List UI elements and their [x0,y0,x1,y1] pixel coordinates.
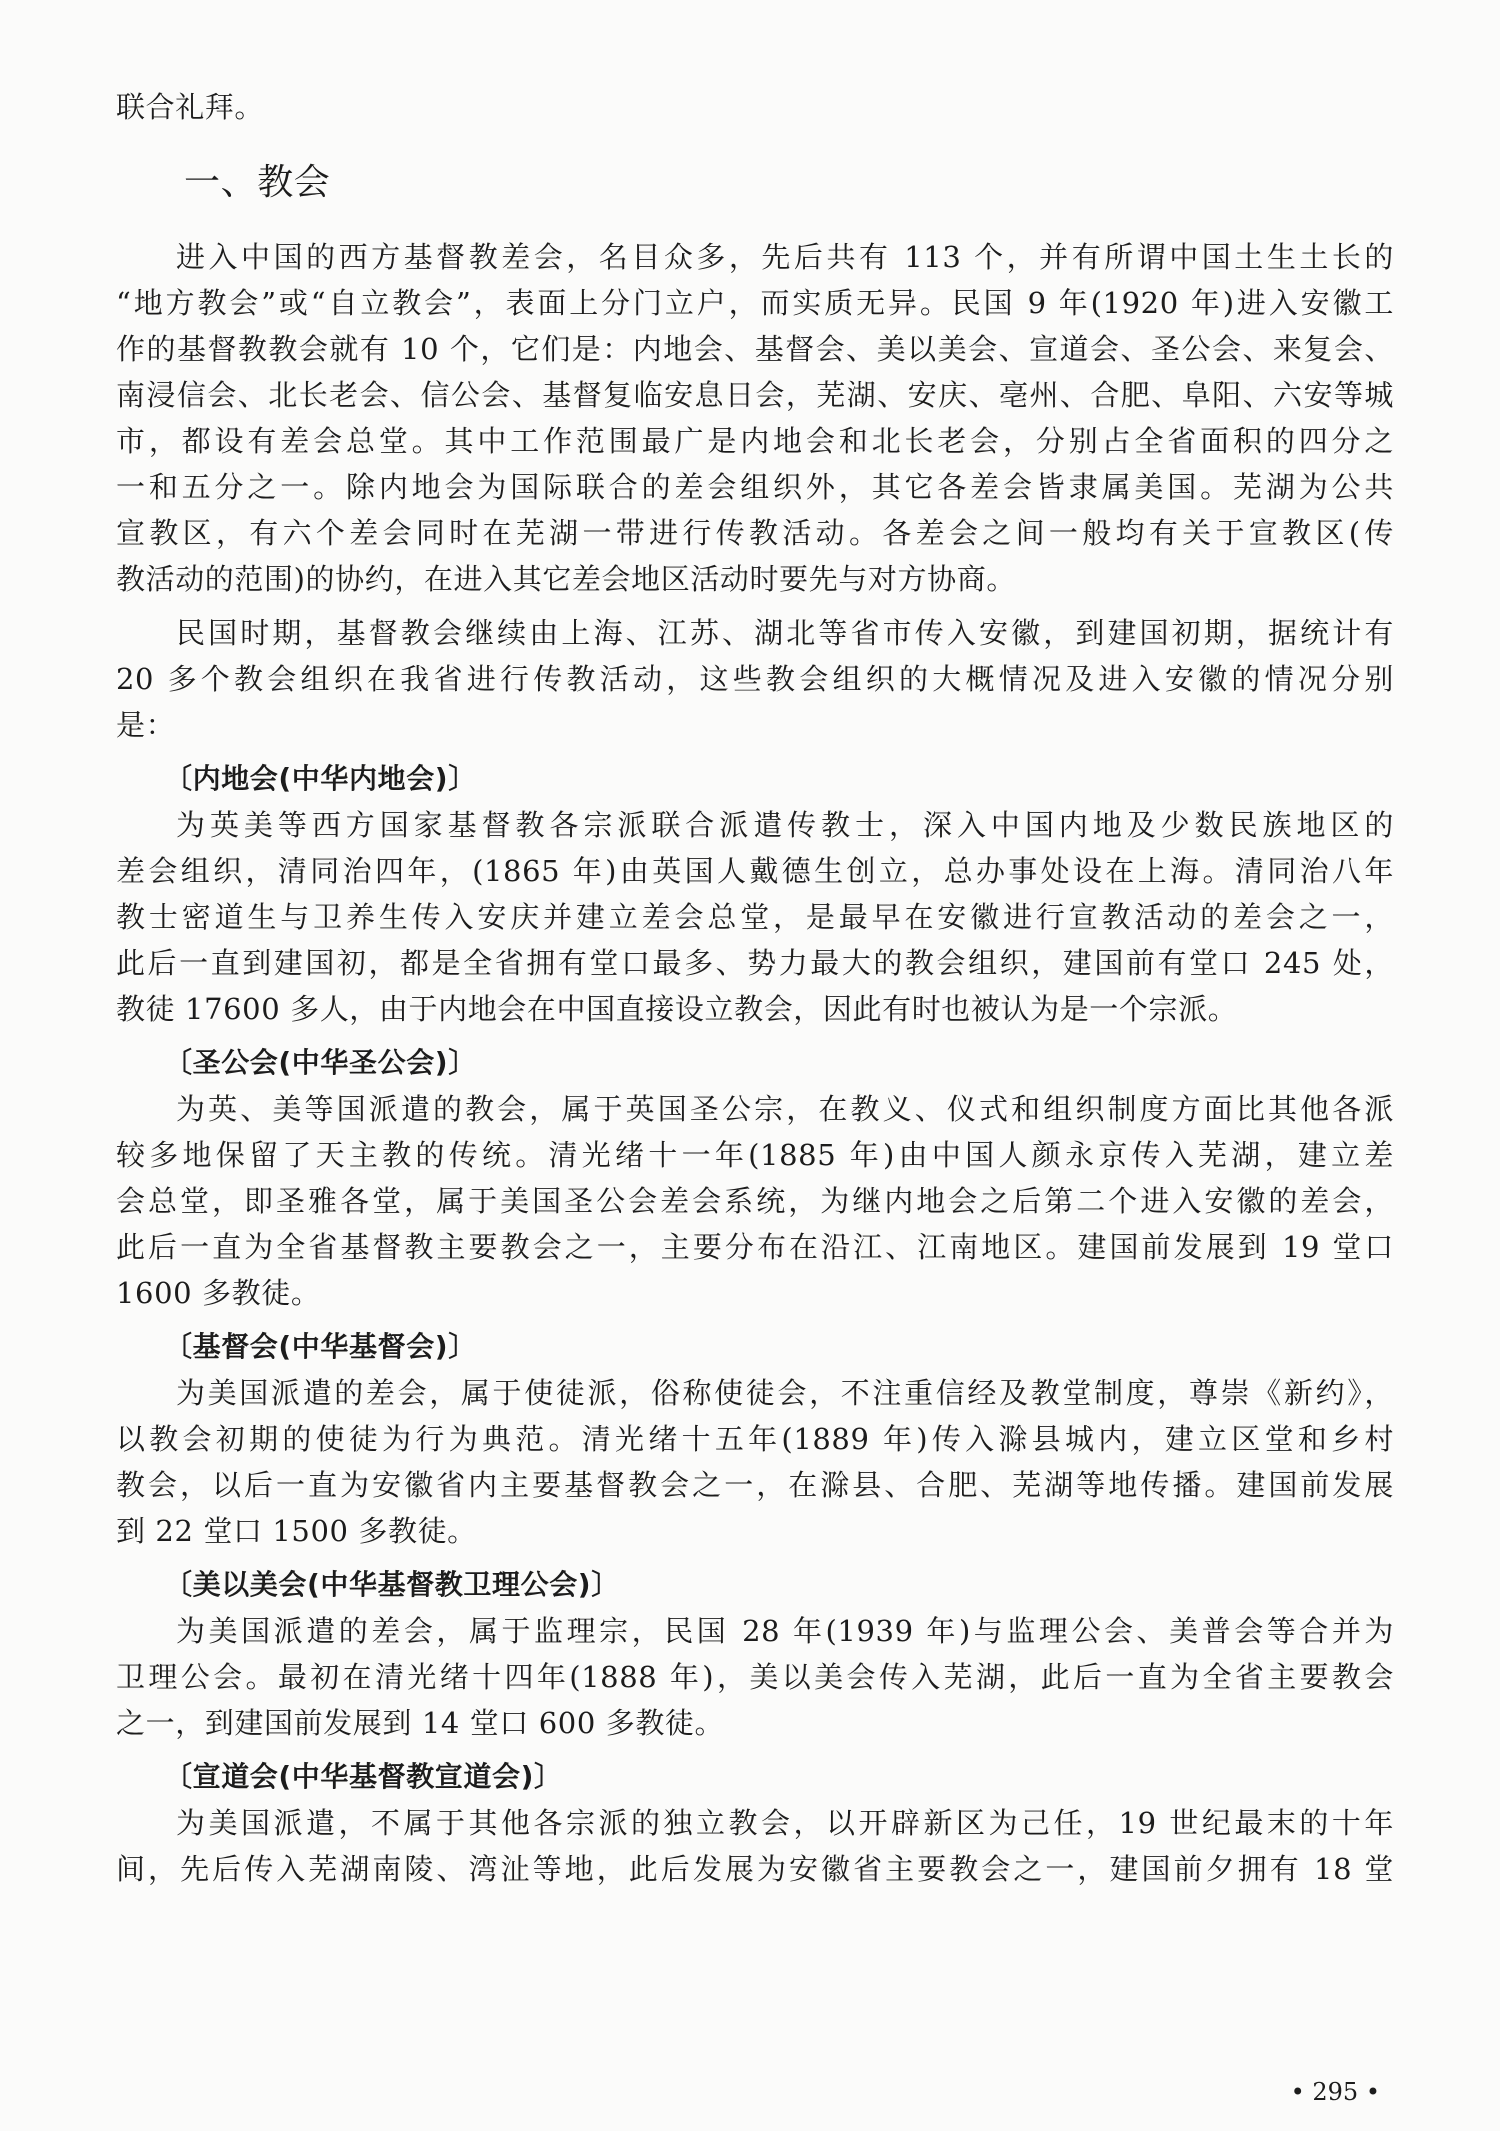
entry-title: 〔美以美会(中华基督教卫理公会)〕 [164,1568,620,1601]
entry-methodist [116,1562,1394,1746]
paragraph-intro [116,234,1394,602]
text-line: 为美国派遣，不属于其他各宗派的独立教会，以开辟新区为己任，19 世纪最末的十年 [176,1806,1394,1840]
continuation-text: 联合礼拜。 [116,90,265,124]
text-line: 作的基督教教会就有 10 个，它们是：内地会、基督会、美以美会、宣道会、圣公会、来复会、 [116,332,1394,366]
text-line: 较多地保留了天主教的传统。清光绪十一年(1885 年)由中国人颜永京传入芜湖，建立差 [116,1138,1394,1172]
text-line: 以教会初期的使徒为行为典范。清光绪十五年(1889 年)传入滁县城内，建立区堂和乡村 [116,1422,1394,1456]
page-number: • 295 • [1290,2078,1380,2106]
text-line: 是： [116,708,176,742]
entry-christian-missionary-alliance [116,1754,1394,1892]
document-page [116,84,1394,1900]
text-line: 为美国派遣的差会，属于使徒派，俗称使徒会，不注重信经及教堂制度，尊崇《新约》， [176,1376,1394,1410]
text-line: 为英美等西方国家基督教各宗派联合派遣传教士，深入中国内地及少数民族地区的 [176,808,1394,842]
text-line: 市，都设有差会总堂。其中工作范围最广是内地会和北长老会，分别占全省面积的四分之 [116,424,1394,458]
text-line: 教活动的范围)的协约，在进入其它差会地区活动时要先与对方协商。 [116,562,1016,596]
entry-anglican [116,1040,1394,1316]
text-line: 教士密道生与卫养生传入安庆并建立差会总堂，是最早在安徽进行宣教活动的差会之一， [116,900,1394,934]
entry-title: 〔基督会(中华基督会)〕 [164,1330,477,1363]
text-line: “地方教会”或“自立教会”，表面上分门立户，而实质无异。民国 9 年(1920 年)进入安徽工 [116,286,1394,320]
text-line: 为英、美等国派遣的教会，属于英国圣公宗，在教义、仪式和组织制度方面比其他各派 [176,1092,1394,1126]
text-line: 进入中国的西方基督教差会，名目众多，先后共有 113 个，并有所谓中国土生土长的 [176,240,1394,274]
text-line: 教徒 17600 多人，由于内地会在中国直接设立教会，因此有时也被认为是一个宗派。 [116,992,1238,1026]
section-heading: 一、教会 [184,162,331,203]
text-line: 一和五分之一。除内地会为国际联合的差会组织外，其它各差会皆隶属美国。芜湖为公共 [116,470,1394,504]
text-line: 间，先后传入芜湖南陵、湾沚等地，此后发展为安徽省主要教会之一，建国前夕拥有 18 堂 [116,1852,1394,1886]
entry-title: 〔宣道会(中华基督教宣道会)〕 [164,1760,563,1793]
text-line: 之一，到建国前发展到 14 堂口 600 多教徒。 [116,1706,725,1740]
text-line: 卫理公会。最初在清光绪十四年(1888 年)，美以美会传入芜湖，此后一直为全省主要教会 [116,1660,1394,1694]
text-line: 到 22 堂口 1500 多教徒。 [116,1514,477,1548]
paragraph-republic-era [116,610,1394,748]
text-line: 会总堂，即圣雅各堂，属于美国圣公会差会系统，为继内地会之后第二个进入安徽的差会， [116,1184,1394,1218]
text-line: 此后一直为全省基督教主要教会之一，主要分布在沿江、江南地区。建国前发展到 19 堂口 [116,1230,1394,1264]
text-line: 20 多个教会组织在我省进行传教活动，这些教会组织的大概情况及进入安徽的情况分别 [116,662,1394,696]
entry-title: 〔圣公会(中华圣公会)〕 [164,1046,477,1079]
text-line: 差会组织，清同治四年，(1865 年)由英国人戴德生创立，总办事处设在上海。清同治八年 [116,854,1394,888]
text-line: 教会，以后一直为安徽省内主要基督教会之一，在滁县、合肥、芜湖等地传播。建国前发展 [116,1468,1394,1502]
entry-disciples [116,1324,1394,1554]
text-line: 为美国派遣的差会，属于监理宗，民国 28 年(1939 年)与监理公会、美普会等合并为 [176,1614,1394,1648]
entry-china-inland-mission [116,756,1394,1032]
text-line: 此后一直到建国初，都是全省拥有堂口最多、势力最大的教会组织，建国前有堂口 245 处， [116,946,1394,980]
entry-title: 〔内地会(中华内地会)〕 [164,762,477,795]
text-line: 民国时期，基督教会继续由上海、江苏、湖北等省市传入安徽，到建国初期，据统计有 [176,616,1394,650]
text-line: 宣教区，有六个差会同时在芜湖一带进行传教活动。各差会之间一般均有关于宣教区(传 [116,516,1394,550]
text-line: 南浸信会、北长老会、信公会、基督复临安息日会，芜湖、安庆、亳州、合肥、阜阳、六安等城 [116,378,1394,412]
text-line: 1600 多教徒。 [116,1276,321,1310]
